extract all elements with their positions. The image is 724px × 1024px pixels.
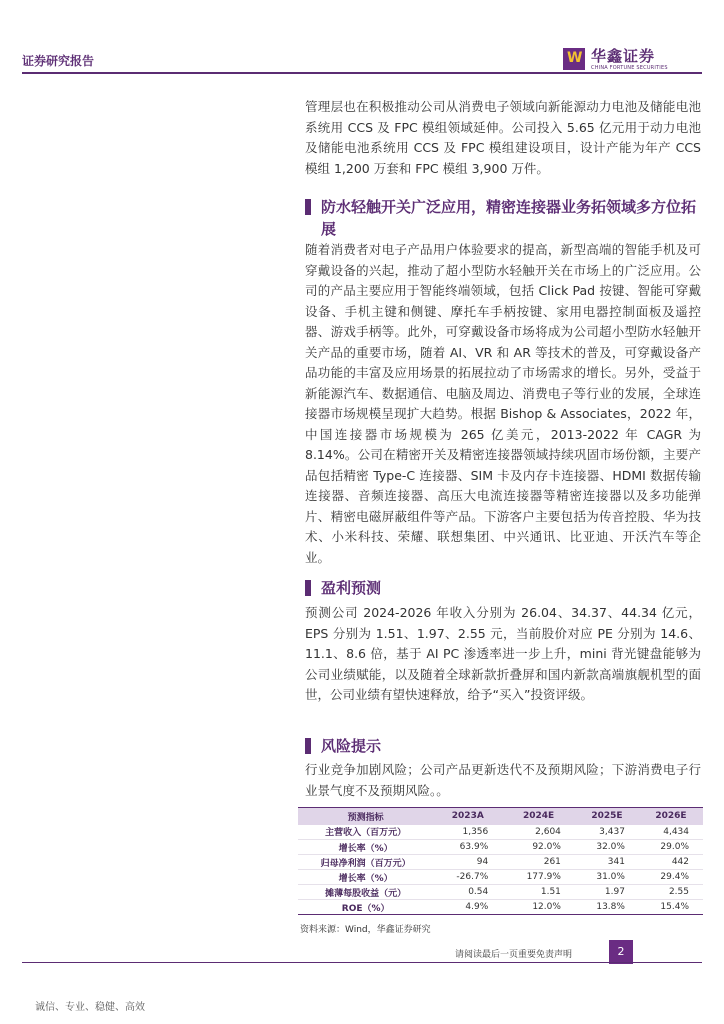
table-row [298,840,703,855]
row-label: 主营收入（百万元） [298,825,433,840]
table-cell: 261 [502,855,575,870]
section-marker-icon [305,580,311,596]
table-header-cell: 2023A [433,808,502,825]
table-cell: 15.4% [639,900,703,915]
table-cell: 2,604 [502,825,575,840]
table-cell: 12.0% [502,900,575,915]
section-connectors [305,196,701,240]
table-cell: 29.4% [639,870,703,885]
table-cell: 1.97 [575,885,639,900]
disclaimer-link[interactable]: 请阅读最后一页重要免责声明 [455,950,573,960]
table-row [298,885,703,900]
section-title [305,577,701,599]
table-cell: 341 [575,855,639,870]
section-marker-icon [305,738,311,754]
section-paragraph: 行业竞争加剧风险；公司产品更新迭代不及预期风险；下游消费电子行业景气度不及预期风险。。 [305,762,701,798]
row-label: 归母净利润（百万元） [298,855,433,870]
section-forecast [305,577,701,599]
report-type-label: 证券研究报告 [22,54,95,68]
table-cell: 1,356 [433,825,502,840]
intro-block [305,97,701,179]
header-divider [22,72,702,74]
row-label: 增长率（%） [298,870,433,885]
table-cell: 63.9% [433,840,502,855]
table-cell: 92.0% [502,840,575,855]
intro-paragraph: 管理层也在积极推动公司从消费电子领域向新能源动力电池及储能电池系统用 CCS 及 FPC 模组领域延伸。公司投入 5.65 亿元用于动力电池及储能电池系统用 CCS 及 FPC 模组建设项目，设计产能为年产 CCS 模组 1,200 万套和 FPC 模组 3,900 万件。 [305,99,701,176]
table-cell: -26.7% [433,870,502,885]
table-cell: 3,437 [575,825,639,840]
logo-english-name: CHINA FORTUNE SECURITIES [591,65,668,71]
table-cell: 4,434 [639,825,703,840]
table-cell: 29.0% [639,840,703,855]
section-title-text: 盈利预测 [321,579,382,597]
table-cell: 13.8% [575,900,639,915]
section-title-text: 防水轻触开关广泛应用，精密连接器业务拓领域多方位拓展 [321,198,697,238]
data-source-note: 资料来源：Wind，华鑫证券研究 [300,925,431,935]
section-title [305,196,701,240]
table-cell: 32.0% [575,840,639,855]
table-cell: 4.9% [433,900,502,915]
table-cell: 177.9% [502,870,575,885]
table-cell: 1.51 [502,885,575,900]
section-risk-body [305,760,701,801]
table-row [298,855,703,870]
section-paragraph: 预测公司 2024-2026 年收入分别为 26.04、34.37、44.34 亿元，EPS 分别为 1.51、1.97、2.55 元，当前股价对应 PE 分别为 14.6、11.1、8.6 倍，基于 AI PC 渗透率进一步上升，mini 背光键盘能够为公司业绩赋能，以及随着全球新款折叠屏和国内新款高端旗舰机型的面世，公司业绩有望快速释放，给予“买入”投资评级。 [305,605,701,702]
table-header-cell: 预测指标 [298,808,433,825]
page-number: 2 [609,940,633,964]
table-header-cell: 2025E [575,808,639,825]
footer-divider [22,962,702,963]
company-motto: 诚信、专业、稳健、高效 [35,1002,145,1013]
section-marker-icon [305,199,311,215]
table-header-row [298,808,703,825]
row-label: ROE（%） [298,900,433,915]
company-logo [563,44,703,74]
section-risk [305,735,701,757]
logo-mark-icon: W [563,48,585,70]
table-cell: 0.54 [433,885,502,900]
table-row [298,900,703,915]
logo-chinese-name: 华鑫证券 [591,47,656,65]
section-connectors-body [305,240,701,568]
table-row [298,870,703,885]
row-label: 摊薄每股收益（元） [298,885,433,900]
table-header-cell: 2026E [639,808,703,825]
table-cell: 31.0% [575,870,639,885]
row-label: 增长率（%） [298,840,433,855]
table-header-cell: 2024E [502,808,575,825]
table-cell: 442 [639,855,703,870]
table-cell: 94 [433,855,502,870]
table-row [298,825,703,840]
section-title [305,735,701,757]
forecast-table [298,807,703,915]
section-title-text: 风险提示 [321,737,382,755]
table-cell: 2.55 [639,885,703,900]
section-paragraph: 随着消费者对电子产品用户体验要求的提高，新型高端的智能手机及可穿戴设备的兴起，推动了超小型防水轻触开关在市场上的广泛应用。公司的产品主要应用于智能终端领域，包括 Click Pad 按键、智能可穿戴设备、手机主键和侧键、摩托车手柄按键、家用电器控制面板及遥控器、游戏手柄等。此外，可穿戴设备市场将成为公司超小型防水轻触开关产品的重要市场，随着 AI、VR 和 AR 等技术的普及，可穿戴设备产品功能的丰富及应用场景的拓展拉动了市场需求的增长。另外，受益于新能源汽车、数据通信、电脑及周边、消费电子等行业的发展，全球连接器市场规模呈现扩大趋势。根据 Bishop & Associates，2022 年，中国连接器市场规模为 265 亿美元，2013-2022 年 CAGR 为 8.14%。公司在精密开关及精密连接器领域持续巩固市场份额，主要产品包括精密 Type-C 连接器、SIM 卡及内存卡连接器、HDMI 数据传输连接器、音频连接器、高压大电流连接器等精密连接器以及多功能弹片、精密电磁屏蔽组件等产品。下游客户主要包括为传音控股、华为技术、小米科技、荣耀、联想集团、中兴通讯、比亚迪、开沃汽车等企业。 [305,242,701,565]
section-forecast-body [305,603,701,706]
